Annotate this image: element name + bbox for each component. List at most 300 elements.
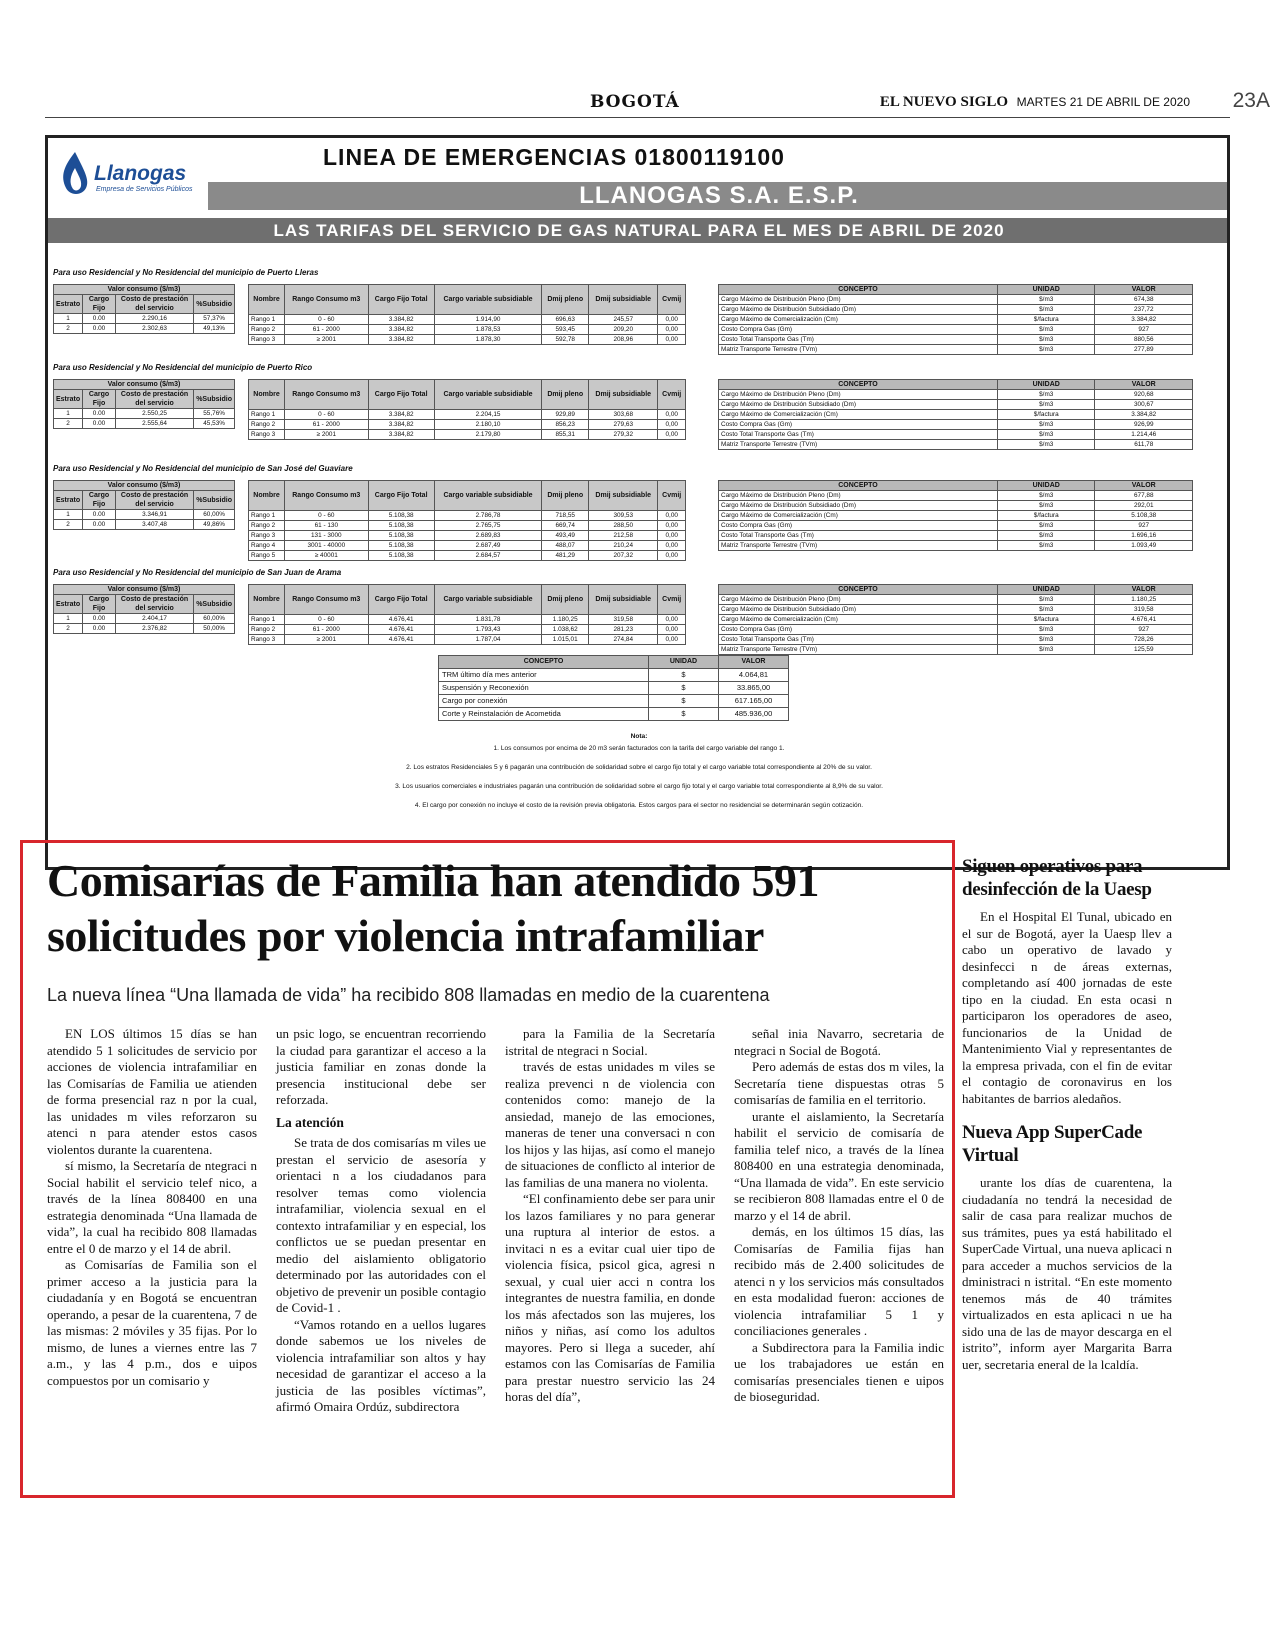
rango-column-header: Cargo variable subsidiable <box>434 585 542 615</box>
article-paragraph: EN LOS últimos 15 días se han atendido 5 1 solicitudes de servicio por acciones de violencia intrafamiliar en las Comisarías de Familia ue atienden de forma presencial raz n por la cual, las unidades m viles reforzaron su atenci n para atender estos casos violentos durante la cuarentena. <box>47 1026 257 1157</box>
table-row <box>249 551 686 561</box>
rango-cell: 208,96 <box>589 335 658 345</box>
article-subheadline: La nueva línea “Una llamada de vida” ha recibido 808 llamadas en medio de la cuarentena <box>47 985 770 1005</box>
concept-cell: $/m3 <box>997 400 1095 410</box>
rango-cell: 5.108,38 <box>368 531 434 541</box>
summary-header: VALOR <box>719 656 789 669</box>
estrato-cell: 0.00 <box>83 614 116 624</box>
table-row <box>719 440 1193 450</box>
concept-cell: Costo Compra Gas (Gm) <box>719 625 998 635</box>
estrato-column-header: %Subsidio <box>194 390 235 409</box>
article-paragraph: un psic logo, se encuentran recorriendo la ciudad para garantizar el acceso a la justicia familiar en zonas donde la presencia institucional debe ser reforzada. <box>276 1026 486 1107</box>
concept-column-header: VALOR <box>1095 481 1193 491</box>
llanogas-ad <box>45 135 1230 870</box>
article-subheading: La atención <box>276 1114 344 1130</box>
table-row <box>54 510 235 520</box>
summary-cell: Cargo por conexión <box>439 695 649 708</box>
concept-cell: Cargo Máximo de Distribución Subsidiado (Dm) <box>719 400 998 410</box>
estrato-column-header: Estrato <box>54 491 83 510</box>
rango-cell: Rango 4 <box>249 541 285 551</box>
rango-cell: 0 - 60 <box>284 410 368 420</box>
estrato-cell: 0.00 <box>83 314 116 324</box>
rango-cell: 0,00 <box>658 430 686 440</box>
article-column-3 <box>505 1026 715 1406</box>
rango-cell: 61 - 130 <box>284 521 368 531</box>
rango-cell: 3.384,82 <box>368 335 434 345</box>
concept-column-header: VALOR <box>1095 285 1193 295</box>
rango-cell: 279,63 <box>589 420 658 430</box>
rango-column-header: Cargo Fijo Total <box>368 481 434 511</box>
sidebar <box>962 855 1172 1373</box>
article-paragraph: señal inia Navarro, secretaria de ntegraci n Social de Bogotá. <box>734 1026 944 1058</box>
rango-cell: 2.687,49 <box>434 541 542 551</box>
article-paragraph: Pero además de estas dos m viles, la Secretaría tiene dispuestas otras 5 comisarías de familia en el territorio. <box>734 1059 944 1107</box>
table-row <box>439 669 789 682</box>
rango-cell: 1.831,78 <box>434 615 542 625</box>
rango-cell: 279,32 <box>589 430 658 440</box>
rango-cell: 209,20 <box>589 325 658 335</box>
table-row <box>719 645 1193 655</box>
rango-cell: ≥ 40001 <box>284 551 368 561</box>
estrato-cell: 49,13% <box>194 324 235 334</box>
table-row <box>719 410 1193 420</box>
article-paragraph: “El confinamiento debe ser para unir los lazos familiares y no para generar una ruptura al interior de estos. a invitaci n es a evitar cual uier tipo de violencia física, psicol gica, agresi n sexual, y cual uier acci n contra los integrantes de nuestra familia, en donde los más afectados son las mujeres, los niños y niñas, así como los adultos mayores. Pero si llega a suceder, ahí estamos con las Comisarías de Familia para prestar nuestro servicio las 24 horas del día”, <box>505 1191 715 1404</box>
table-row <box>719 295 1193 305</box>
concept-cell: $/m3 <box>997 305 1095 315</box>
concept-cell: 237,72 <box>1095 305 1193 315</box>
table-row <box>249 541 686 551</box>
estrato-column-header: %Subsidio <box>194 295 235 314</box>
rango-cell: 131 - 3000 <box>284 531 368 541</box>
estrato-cell: 1 <box>54 314 83 324</box>
rango-cell: 1.914,90 <box>434 315 542 325</box>
table-row <box>439 708 789 721</box>
rango-column-header: Dmij pleno <box>542 285 589 315</box>
concept-cell: Matriz Transporte Terrestre (TVm) <box>719 645 998 655</box>
table-row <box>54 624 235 634</box>
estrato-cell: 60,00% <box>194 510 235 520</box>
estrato-cell: 3.346,91 <box>115 510 193 520</box>
concept-cell: $/m3 <box>997 531 1095 541</box>
concept-cell: Cargo Máximo de Comercialización (Cm) <box>719 315 998 325</box>
table-row <box>54 614 235 624</box>
rango-cell: 319,58 <box>589 615 658 625</box>
concept-cell: Costo Compra Gas (Gm) <box>719 325 998 335</box>
rango-cell: 488,07 <box>542 541 589 551</box>
municipality-section <box>48 268 1230 368</box>
concept-cell: Costo Total Transporte Gas (Tm) <box>719 335 998 345</box>
estrato-cell: 1 <box>54 510 83 520</box>
concept-cell: Cargo Máximo de Comercialización (Cm) <box>719 615 998 625</box>
rango-cell: 3001 - 40000 <box>284 541 368 551</box>
concept-cell: 292,01 <box>1095 501 1193 511</box>
table-row <box>719 390 1193 400</box>
summary-cell: Corte y Reinstalación de Acometida <box>439 708 649 721</box>
rango-cell: 3.384,82 <box>368 315 434 325</box>
municipality-section <box>48 464 1230 564</box>
table-row <box>439 695 789 708</box>
rango-cell: 4.676,41 <box>368 635 434 645</box>
rango-cell: 0,00 <box>658 335 686 345</box>
rango-table <box>248 584 686 645</box>
estrato-cell: 0.00 <box>83 510 116 520</box>
rango-table <box>248 284 686 345</box>
estrato-cell: 60,00% <box>194 614 235 624</box>
table-row <box>249 615 686 625</box>
rango-cell: 207,32 <box>589 551 658 561</box>
table-row <box>719 541 1193 551</box>
rango-column-header: Rango Consumo m3 <box>284 481 368 511</box>
municipality-section <box>48 363 1230 463</box>
rango-cell: 288,50 <box>589 521 658 531</box>
rango-cell: 5.108,38 <box>368 511 434 521</box>
rango-cell: Rango 3 <box>249 430 285 440</box>
rango-cell: 2.684,57 <box>434 551 542 561</box>
concept-cell: Cargo Máximo de Distribución Pleno (Dm) <box>719 491 998 501</box>
estrato-cell: 49,86% <box>194 520 235 530</box>
rango-cell: 1.180,25 <box>542 615 589 625</box>
rango-cell: 2.180,10 <box>434 420 542 430</box>
rango-column-header: Cvmij <box>658 481 686 511</box>
rango-cell: 0,00 <box>658 315 686 325</box>
summary-table <box>438 655 789 721</box>
rango-column-header: Cargo Fijo Total <box>368 585 434 615</box>
estrato-cell: 0.00 <box>83 324 116 334</box>
note-line: 3. Los usuarios comerciales e industriales pagarán una contribución de solidaridad sobre el cargo fijo total y el cargo variable total correspondiente al 8,9% de su valor. <box>395 783 883 790</box>
concept-cell: Cargo Máximo de Distribución Pleno (Dm) <box>719 390 998 400</box>
concept-cell: Costo Total Transporte Gas (Tm) <box>719 430 998 440</box>
company-bar: LLANOGAS S.A. E.S.P. <box>208 182 1230 210</box>
estrato-column-header: Costo de prestación del servicio <box>115 491 193 510</box>
table-row <box>719 531 1193 541</box>
concept-cell: 1.180,25 <box>1095 595 1193 605</box>
estrato-table <box>53 379 235 429</box>
article-paragraph: para la Familia de la Secretaría istrital de ntegraci n Social. <box>505 1026 715 1058</box>
summary-cell: $ <box>649 695 719 708</box>
rango-column-header: Cargo variable subsidiable <box>434 481 542 511</box>
estrato-column-header: Cargo Fijo <box>83 390 116 409</box>
table-row <box>54 520 235 530</box>
concept-cell: $/m3 <box>997 645 1095 655</box>
concept-cell: $/m3 <box>997 295 1095 305</box>
concept-table <box>718 284 1193 355</box>
rango-column-header: Dmij subsidiable <box>589 285 658 315</box>
rango-cell: 4.676,41 <box>368 615 434 625</box>
rango-cell: 5.108,38 <box>368 551 434 561</box>
rango-cell: 0,00 <box>658 625 686 635</box>
concept-cell: 319,58 <box>1095 605 1193 615</box>
sidebar-title-supercade: Nueva App SuperCade Virtual <box>962 1122 1143 1166</box>
rango-cell: 696,63 <box>542 315 589 325</box>
table-row <box>719 615 1193 625</box>
concept-cell: 728,26 <box>1095 635 1193 645</box>
table-row <box>54 314 235 324</box>
rango-column-header: Cvmij <box>658 380 686 410</box>
consumo-header: Valor consumo ($/m3) <box>54 380 235 390</box>
summary-cell: TRM último día mes anterior <box>439 669 649 682</box>
rango-cell: Rango 1 <box>249 615 285 625</box>
concept-cell: $/m3 <box>997 595 1095 605</box>
estrato-cell: 2.404,17 <box>115 614 193 624</box>
table-row <box>719 491 1193 501</box>
rango-column-header: Rango Consumo m3 <box>284 285 368 315</box>
estrato-cell: 45,53% <box>194 419 235 429</box>
note-line: 4. El cargo por conexión no incluye el costo de la revisión previa obligatoria. Estos cargos para el sector no residencial se determinarán según cotización. <box>414 802 864 809</box>
table-row <box>249 511 686 521</box>
concept-cell: Matriz Transporte Terrestre (TVm) <box>719 541 998 551</box>
rango-cell: Rango 1 <box>249 511 285 521</box>
rango-column-header: Dmij pleno <box>542 585 589 615</box>
rango-cell: 61 - 2000 <box>284 420 368 430</box>
consumo-header: Valor consumo ($/m3) <box>54 285 235 295</box>
table-row <box>249 635 686 645</box>
table-row <box>249 420 686 430</box>
rango-cell: 210,24 <box>589 541 658 551</box>
rango-cell: 2.786,78 <box>434 511 542 521</box>
estrato-cell: 3.407,48 <box>115 520 193 530</box>
rango-cell: 3.384,82 <box>368 420 434 430</box>
concept-cell: Costo Compra Gas (Gm) <box>719 420 998 430</box>
rango-cell: 1.787,04 <box>434 635 542 645</box>
summary-cell: 617.165,00 <box>719 695 789 708</box>
rango-column-header: Cvmij <box>658 285 686 315</box>
concept-cell: $/m3 <box>997 491 1095 501</box>
estrato-cell: 50,00% <box>194 624 235 634</box>
rango-cell: 3.384,82 <box>368 325 434 335</box>
estrato-column-header: Costo de prestación del servicio <box>115 295 193 314</box>
summary-cell: 4.064,81 <box>719 669 789 682</box>
concept-column-header: CONCEPTO <box>719 585 998 595</box>
table-row <box>719 305 1193 315</box>
masthead <box>45 89 1270 118</box>
summary-cell: $ <box>649 708 719 721</box>
concept-column-header: UNIDAD <box>997 380 1095 390</box>
concept-table <box>718 379 1193 450</box>
estrato-cell: 0.00 <box>83 624 116 634</box>
rango-cell: 303,68 <box>589 410 658 420</box>
concept-table <box>718 480 1193 551</box>
sidebar-body-supercade: urante los días de cuarentena, la ciudadanía no tendrá la necesidad de salir de casa para realizar muchos de sus trámites, pues ya está habilitado el SuperCade Virtual, una nueva aplicaci n para acceder a muchos servicios de la dministraci n istrital. “En este momento tenemos más de 40 trámites virtualizados en esta aplicaci n ue ha sido una de las de mayor descarga en el istrito”, inform ayer Margarita Barra uer, secretaria eneral de la lcaldía. <box>962 1175 1172 1372</box>
section-name: BOGOTÁ <box>590 92 680 112</box>
concept-column-header: UNIDAD <box>997 285 1095 295</box>
rango-cell: 3.384,82 <box>368 430 434 440</box>
table-row <box>719 625 1193 635</box>
flame-icon <box>58 150 92 200</box>
rango-cell: Rango 1 <box>249 410 285 420</box>
rango-column-header: Nombre <box>249 481 285 511</box>
logo-subtitle: Empresa de Servicios Públicos <box>96 186 193 193</box>
concept-column-header: VALOR <box>1095 585 1193 595</box>
consumo-header: Valor consumo ($/m3) <box>54 481 235 491</box>
article-column-1 <box>47 1026 257 1389</box>
rango-column-header: Cargo Fijo Total <box>368 380 434 410</box>
tariff-title: LAS TARIFAS DEL SERVICIO DE GAS NATURAL PARA EL MES DE ABRIL DE 2020 <box>48 218 1230 243</box>
concept-cell: Cargo Máximo de Comercialización (Cm) <box>719 410 998 420</box>
rango-table <box>248 379 686 440</box>
rango-column-header: Cargo variable subsidiable <box>434 380 542 410</box>
table-row <box>249 335 686 345</box>
rango-cell: Rango 2 <box>249 625 285 635</box>
concept-cell: Matriz Transporte Terrestre (TVm) <box>719 345 998 355</box>
rango-cell: 856,23 <box>542 420 589 430</box>
estrato-cell: 2.290,16 <box>115 314 193 324</box>
concept-cell: 611,78 <box>1095 440 1193 450</box>
summary-cell: $ <box>649 682 719 695</box>
summary-header: UNIDAD <box>649 656 719 669</box>
estrato-cell: 2.376,82 <box>115 624 193 634</box>
concept-cell: $/m3 <box>997 420 1095 430</box>
rango-cell: 1.015,01 <box>542 635 589 645</box>
table-row <box>719 595 1193 605</box>
rango-cell: 0,00 <box>658 410 686 420</box>
table-row <box>719 420 1193 430</box>
table-row <box>54 324 235 334</box>
concept-cell: 125,59 <box>1095 645 1193 655</box>
rango-cell: Rango 3 <box>249 635 285 645</box>
summary-header: CONCEPTO <box>439 656 649 669</box>
concept-cell: Cargo Máximo de Distribución Subsidiado (Dm) <box>719 305 998 315</box>
municipality-section <box>48 568 1230 668</box>
table-row <box>249 625 686 635</box>
estrato-cell: 2 <box>54 520 83 530</box>
concept-cell: Cargo Máximo de Distribución Subsidiado (Dm) <box>719 501 998 511</box>
article-paragraph: “Vamos rotando en a uellos lugares donde sabemos ue los niveles de violencia intrafamiliar son altos y hay necesidad de garantizar el acceso a la justicia de las posibles víctimas”, afirmó Omaira Ordúz, subdirectora <box>276 1316 486 1414</box>
concept-cell: $/m3 <box>997 501 1095 511</box>
rango-cell: 493,49 <box>542 531 589 541</box>
rango-cell: 0,00 <box>658 635 686 645</box>
rango-cell: 0 - 60 <box>284 511 368 521</box>
article-paragraph: demás, en los últimos 15 días, las Comisarías de Familia fijas han recibido más de 2.400 solicitudes de atenci n y los servicios más consultados en esta modalidad fueron: acciones de violencia intrafamiliar 5 1 y conciliaciones generales . <box>734 1224 944 1338</box>
estrato-cell: 2 <box>54 624 83 634</box>
note-line: 1. Los consumos por encima de 20 m3 serán facturados con la tarifa del cargo variable del rango 1. <box>493 745 785 752</box>
estrato-column-header: Cargo Fijo <box>83 595 116 614</box>
estrato-cell: 2 <box>54 419 83 429</box>
concept-cell: 926,99 <box>1095 420 1193 430</box>
concept-cell: 1.214,46 <box>1095 430 1193 440</box>
estrato-column-header: Cargo Fijo <box>83 295 116 314</box>
rango-column-header: Dmij subsidiable <box>589 481 658 511</box>
concept-cell: $/factura <box>997 615 1095 625</box>
concept-cell: 880,56 <box>1095 335 1193 345</box>
rango-cell: 309,53 <box>589 511 658 521</box>
concept-cell: 927 <box>1095 521 1193 531</box>
estrato-cell: 2.555,64 <box>115 419 193 429</box>
concept-cell: $/m3 <box>997 430 1095 440</box>
table-row <box>439 682 789 695</box>
table-row <box>719 605 1193 615</box>
consumo-header: Valor consumo ($/m3) <box>54 585 235 595</box>
article-column-4 <box>734 1026 944 1406</box>
rango-cell: 5.108,38 <box>368 521 434 531</box>
rango-column-header: Cvmij <box>658 585 686 615</box>
concept-cell: $/factura <box>997 315 1095 325</box>
estrato-cell: 1 <box>54 614 83 624</box>
table-row <box>249 531 686 541</box>
estrato-table <box>53 480 235 530</box>
rango-cell: 1.038,62 <box>542 625 589 635</box>
concept-cell: $/m3 <box>997 335 1095 345</box>
concept-column-header: VALOR <box>1095 380 1193 390</box>
rango-cell: Rango 3 <box>249 335 285 345</box>
rango-cell: Rango 5 <box>249 551 285 561</box>
table-row <box>719 400 1193 410</box>
concept-cell: $/factura <box>997 410 1095 420</box>
rango-cell: 61 - 2000 <box>284 625 368 635</box>
municipality-title: Para uso Residencial y No Residencial del municipio de Puerto Rico <box>53 363 313 372</box>
rango-column-header: Nombre <box>249 585 285 615</box>
rango-column-header: Dmij pleno <box>542 380 589 410</box>
table-row <box>54 419 235 429</box>
concept-cell: Cargo Máximo de Comercialización (Cm) <box>719 511 998 521</box>
rango-cell: Rango 2 <box>249 325 285 335</box>
estrato-cell: 0.00 <box>83 419 116 429</box>
concept-cell: 4.676,41 <box>1095 615 1193 625</box>
table-row <box>719 501 1193 511</box>
article-paragraph: a Subdirectora para la Familia indic ue los trabajadores ue están en comisarías presenciales tienen e uipos de bioseguridad. <box>734 1339 944 1404</box>
rango-column-header: Cargo variable subsidiable <box>434 285 542 315</box>
rango-column-header: Rango Consumo m3 <box>284 585 368 615</box>
table-row <box>249 430 686 440</box>
article <box>20 840 955 1498</box>
rango-cell: 0,00 <box>658 531 686 541</box>
rango-cell: Rango 2 <box>249 420 285 430</box>
llanogas-logo <box>56 148 206 204</box>
rango-cell: 0,00 <box>658 541 686 551</box>
rango-cell: 212,58 <box>589 531 658 541</box>
rango-cell: 2.179,80 <box>434 430 542 440</box>
concept-cell: $/factura <box>997 511 1095 521</box>
rango-column-header: Dmij subsidiable <box>589 380 658 410</box>
table-row <box>719 511 1193 521</box>
estrato-column-header: %Subsidio <box>194 491 235 510</box>
table-row <box>719 325 1193 335</box>
estrato-table <box>53 284 235 334</box>
rango-cell: 2.689,83 <box>434 531 542 541</box>
rango-cell: ≥ 2001 <box>284 335 368 345</box>
estrato-column-header: %Subsidio <box>194 595 235 614</box>
article-paragraph: urante el aislamiento, la Secretaría habilit el servicio de comisaría de familia telef nico, a través de la línea 808400 en una estrategia denominada, “Una llamada de vida”. En este servicio se recibieron 808 llamadas entre el 0 de marzo y el 14 de abril. <box>734 1108 944 1223</box>
estrato-column-header: Estrato <box>54 390 83 409</box>
rango-cell: Rango 3 <box>249 531 285 541</box>
rango-cell: 245,57 <box>589 315 658 325</box>
concept-cell: 1.696,16 <box>1095 531 1193 541</box>
concept-cell: 5.108,38 <box>1095 511 1193 521</box>
article-paragraph: as Comisarías de Familia son el primer acceso a la justicia para la ciudadanía y en Bogotá se encuentran operando, a pesar de la cuarentena, 7 de las mismas: 2 móviles y 35 fijas. Por lo mismo, de lunes a viernes entre las 7 a.m., y las 4 p.m., dos e uipos compuestos por un comisario y <box>47 1257 257 1388</box>
concept-column-header: UNIDAD <box>997 481 1095 491</box>
municipality-title: Para uso Residencial y No Residencial del municipio de San Juan de Arama <box>53 568 342 577</box>
table-row <box>249 325 686 335</box>
summary-cell: $ <box>649 669 719 682</box>
concept-cell: $/m3 <box>997 390 1095 400</box>
rango-cell: 3.384,82 <box>368 410 434 420</box>
rango-column-header: Dmij subsidiable <box>589 585 658 615</box>
rango-cell: 2.204,15 <box>434 410 542 420</box>
rango-cell: 61 - 2000 <box>284 325 368 335</box>
concept-cell: $/m3 <box>997 521 1095 531</box>
rango-column-header: Nombre <box>249 380 285 410</box>
concept-cell: $/m3 <box>997 541 1095 551</box>
summary-cell: Suspensión y Reconexión <box>439 682 649 695</box>
concept-column-header: UNIDAD <box>997 585 1095 595</box>
rango-cell: 855,31 <box>542 430 589 440</box>
estrato-column-header: Costo de prestación del servicio <box>115 390 193 409</box>
article-headline: Comisarías de Familia han atendido 591 solicitudes por violencia intrafamiliar <box>47 855 820 961</box>
rango-cell: 1.793,43 <box>434 625 542 635</box>
rango-cell: 0 - 60 <box>284 315 368 325</box>
concept-cell: $/m3 <box>997 605 1095 615</box>
logo-text: Llanogas <box>94 162 187 185</box>
sidebar-body-uaesp: En el Hospital El Tunal, ubicado en el sur de Bogotá, ayer la Uaesp llev a cabo un operativo de lavado y desinfecci n de áreas externas, completando así 400 jornadas de este tipo en la ciudad. En esta ocasi n participaron los operadores de aseo, funcionarios de la Unidad de Mantenimiento Vial y representantes de la empresa privada, con el fin de evitar el contagio de coronavirus en los habitantes de barrios aledaños. <box>962 909 1172 1106</box>
